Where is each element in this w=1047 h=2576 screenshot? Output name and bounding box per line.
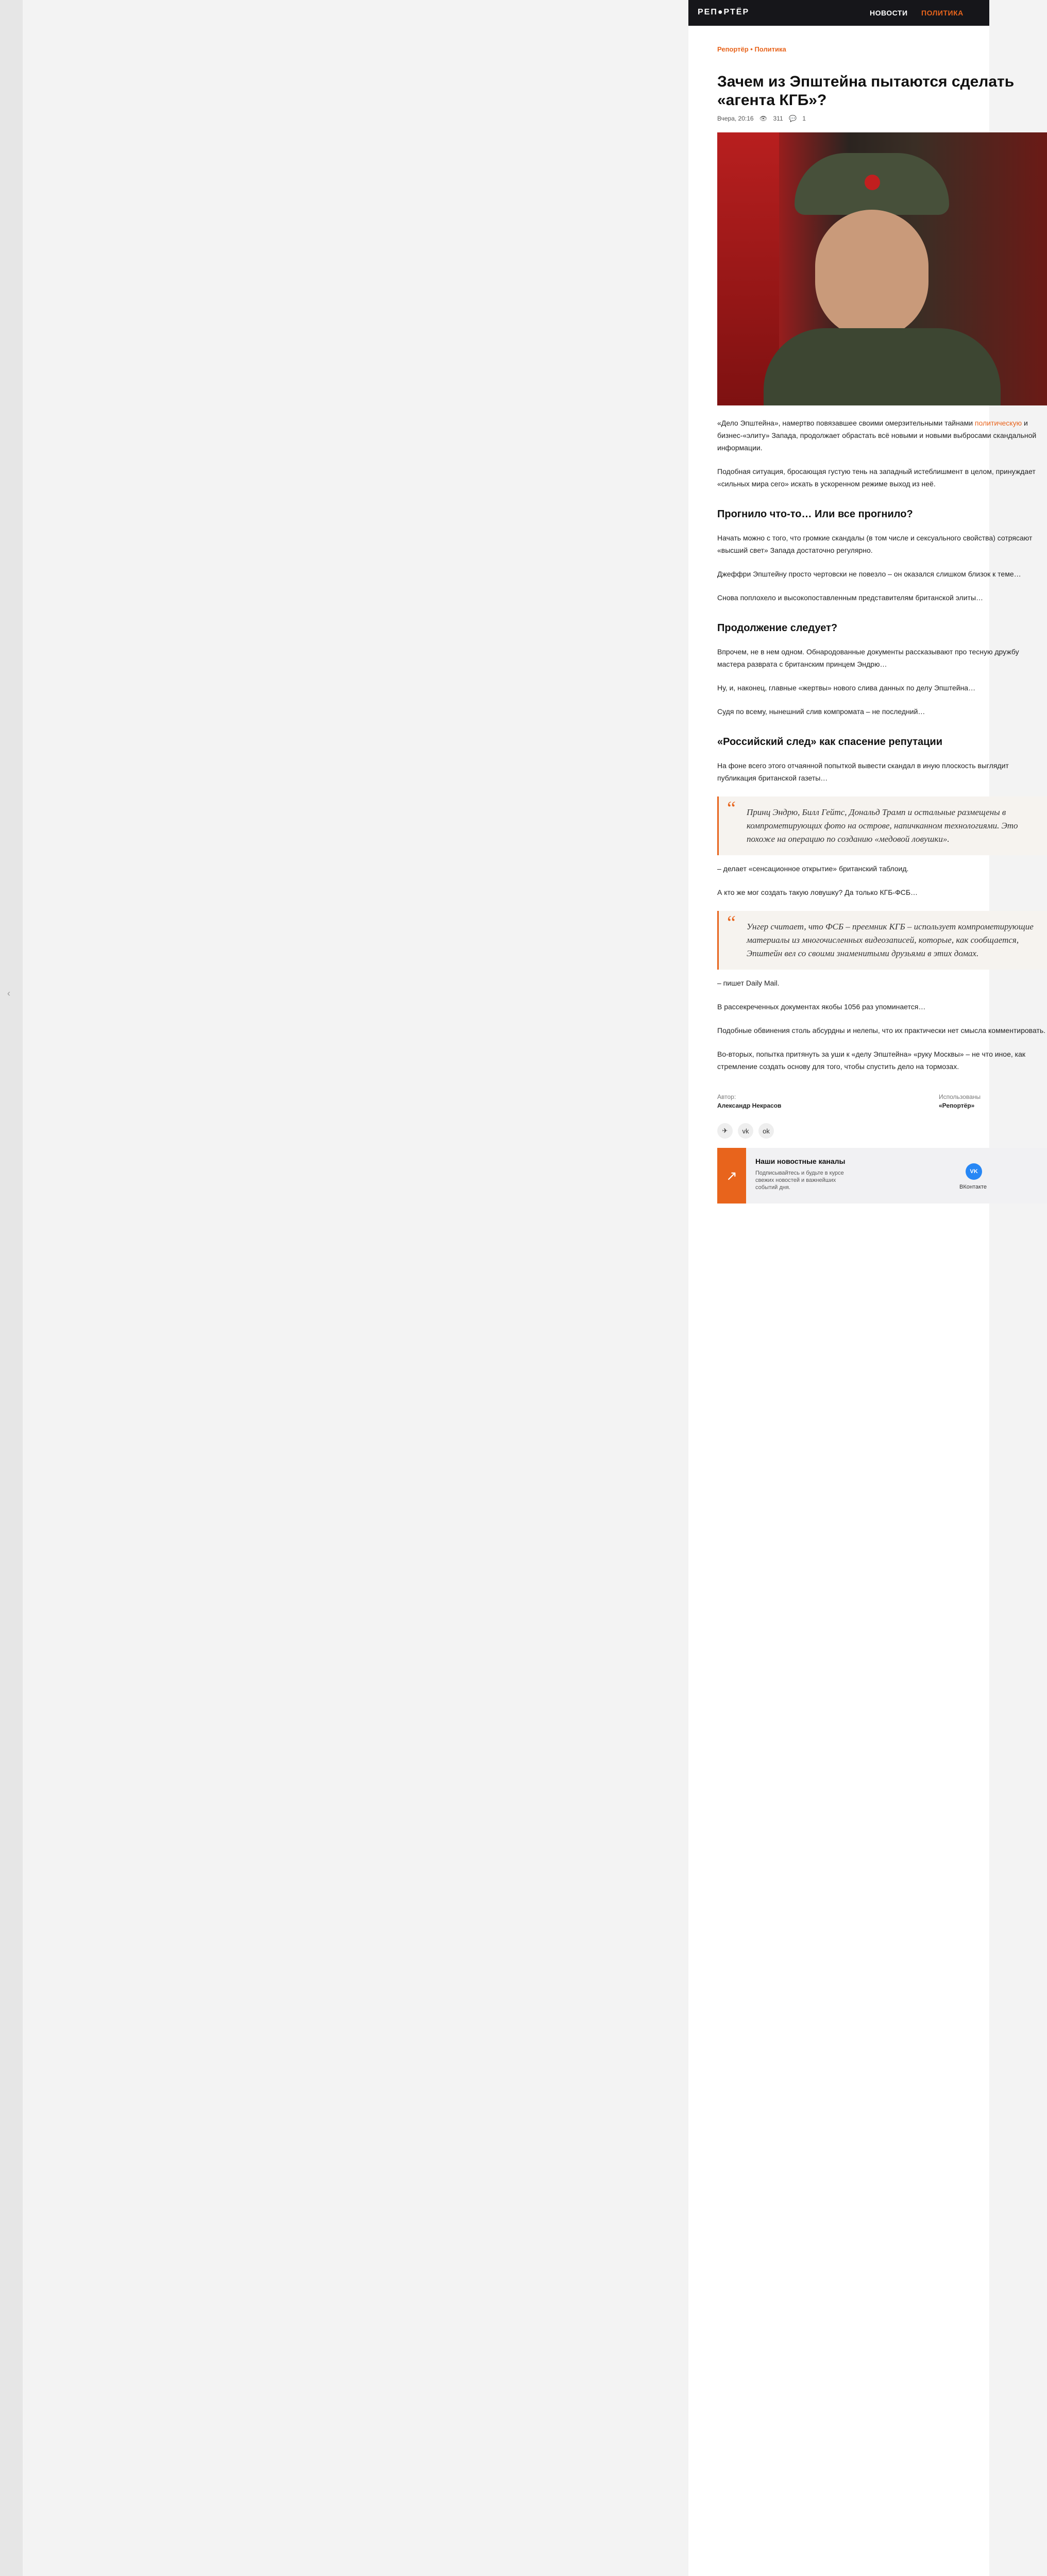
quote-text: Унгер считает, что ФСБ – преемник КГБ – использует компрометирующие материалы из многочисленных видеозаписей, которые, как сообщается, Эпштейн вел со своими знаменитыми друзьями в этих домах. [747,922,1034,958]
share-buttons [717,1123,1047,1139]
paragraph: Начать можно с того, что громкие скандалы (в том числе и сексуального свойства) сотрясают «высший свет» Запада достаточно регулярно. [717,534,1033,554]
article-panel [688,0,1046,2576]
paragraph: На фоне всего этого отчаянной попыткой вывести скандал в иную плоскость выглядит публикация британской газеты… [717,761,1009,782]
paragraph: Джеффри Эпштейну просто чертовски не повезло – он оказался слишком близок к теме… [717,570,1021,578]
article-comments[interactable]: 1 [802,115,806,122]
channels-title: Наши новостные каналы [755,1157,846,1165]
author-block: Автор: Александр Некрасов [717,1093,782,1109]
portrait-face [815,210,928,338]
breadcrumb[interactable]: Репортёр • Политика [717,45,786,53]
news-channels-card[interactable] [717,1148,1047,1204]
quote-icon: “ [727,798,736,819]
section-heading: Прогнило что-то… Или все прогнило? [717,509,913,520]
paragraph: А кто же мог создать такую ловушку? Да только КГБ-ФСБ… [717,888,918,896]
comment-icon: 💬 [788,115,797,122]
article-title: Зачем из Эпштейна пытаются сделать «агента КГБ»? [717,73,1015,109]
section-heading: Продолжение следует? [717,622,838,634]
vk-channel-icon[interactable]: VK [966,1163,982,1180]
paragraph: – пишет Daily Mail. [717,979,780,987]
nav-politics[interactable]: ПОЛИТИКА [921,9,964,17]
paragraph: «Дело Эпштейна», намертво повязавшее своими омерзительными тайнами политическую и бизнес-«элиту» Запада, продолжает обрастать всё новыми и новыми выбросами скандальной информации. [717,419,1037,452]
chevron-left-icon[interactable]: ‹ [7,988,10,998]
paragraph: Подобные обвинения столь абсурдны и нелепы, что их практически нет смысла комментировать. [717,1026,1046,1035]
hero-image [717,132,1047,405]
paragraph: Судя по всему, нынешний слив компромата – не последний… [717,707,925,716]
eye-icon: 👁 [759,115,768,122]
cap-star [865,175,880,190]
blockquote [717,911,1047,970]
nav-news[interactable]: НОВОСТИ [870,9,908,17]
section-heading: «Российский след» как спасение репутации [717,736,943,748]
link-politics[interactable]: политическую [974,419,1022,427]
article-footer [717,1093,1047,1114]
article-views: 311 [773,115,783,122]
source-name[interactable]: «Репортёр» [939,1102,975,1109]
paragraph: Впрочем, не в нем одном. Обнародованные документы рассказывают про тесную дружбу мастера разврата с британским принцем Эндрю… [717,648,1019,668]
paragraph: Во-вторых, попытка притянуть за уши к «делу Эпштейна» «руку Москвы» – не что иное, как стремление создать основу для того, чтобы спустить дело на тормозах. [717,1050,1025,1071]
uniform-coat [764,328,1001,405]
paragraph: Снова поплохело и высокопоставленным представителям британской элиты… [717,594,984,602]
quote-text: Принц Эндрю, Билл Гейтс, Дональд Трамп и остальные размещены в компрометирующих фото на острове, напичканном технологиями. Это похоже на операцию по созданию «медовой ловушки». [747,807,1018,844]
paragraph: Ну, и, наконец, главные «жертвы» нового слива данных по делу Эпштейна… [717,684,976,692]
paragraph: Подобная ситуация, бросающая густую тень на западный истеблишмент в целом, принуждает «сильных мира сего» искать в ускоренном режиме выход из неё. [717,467,1036,488]
blockquote [717,796,1047,855]
quote-icon: “ [727,912,736,934]
site-logo[interactable]: РЕП●РТЁР [698,8,750,16]
channels-desc: Подписывайтесь и будьте в курсе свежих новостей и важнейших событий дня. [755,1170,844,1191]
arrow-icon: ↗ [717,1148,746,1204]
article-meta [717,115,1047,122]
vk-channel-label[interactable]: ВКонтакте [959,1184,987,1190]
ok-icon[interactable]: ok [758,1123,774,1139]
paragraph: – делает «сенсационное открытие» британский таблоид. [717,865,909,873]
article-content [717,45,1047,1204]
vk-icon[interactable]: vk [738,1123,753,1139]
author-name[interactable]: Александр Некрасов [717,1102,782,1109]
paragraph: В рассекреченных документах якобы 1056 раз упоминается… [717,1003,926,1011]
topbar [688,0,989,26]
source-block: Использованы «Репортёр» [939,1093,981,1109]
telegram-icon[interactable]: ✈ [717,1123,733,1139]
article-date: Вчера, 20:16 [717,115,754,122]
left-strip [0,0,23,2576]
